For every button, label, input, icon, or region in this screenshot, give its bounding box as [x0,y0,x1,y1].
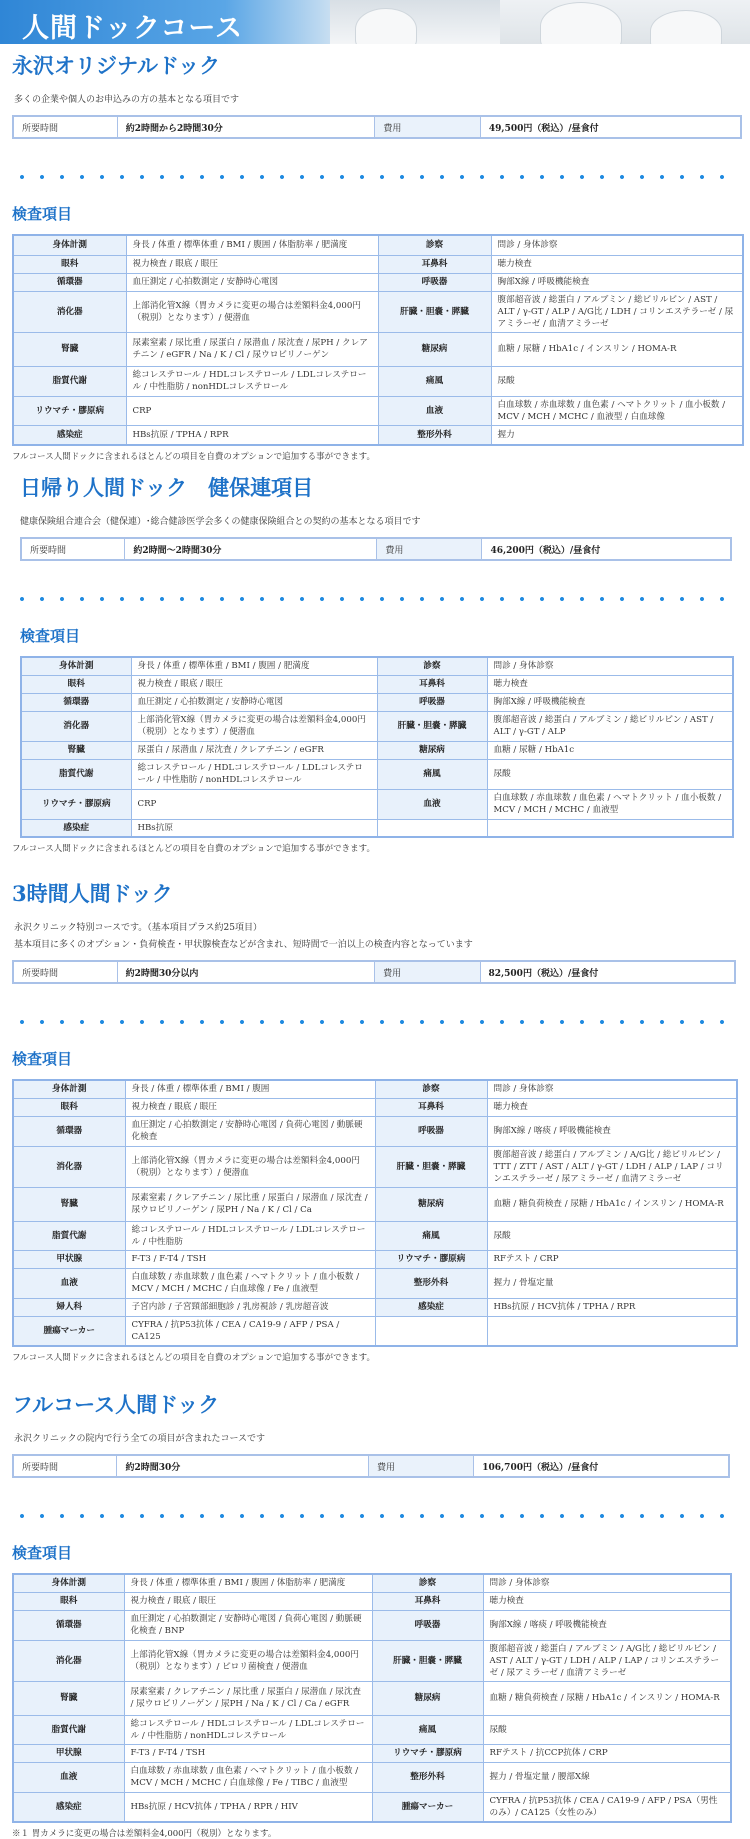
exam-row [13,1640,731,1681]
exam-items: 聴力検査 [491,255,743,273]
exam-category: 循環器 [13,1610,124,1640]
exam-items: F-T3 / F-T4 / TSH [125,1250,375,1268]
exam-category: 感染症 [13,425,126,445]
time-label: 所要時間 [13,1455,117,1477]
exam-row [13,1268,737,1298]
exam-category: 診察 [372,1574,483,1592]
exam-items: 聴力検査 [487,675,733,693]
exam-items [487,819,733,837]
exam-items: 胸部X線 / 喀痰 / 呼吸機能検査 [487,1116,737,1146]
exam-category: 脂質代謝 [13,366,126,396]
exam-row [13,1744,731,1762]
exam-category: 診察 [378,235,491,255]
exam-row [13,1681,731,1715]
exam-row [13,1592,731,1610]
dotted-divider [12,595,738,603]
exam-items: 血圧測定 / 心拍数測定 / 安静時心電図 [131,693,377,711]
exam-items: 血糖 / 糖負荷検査 / 尿糖 / HbA1c / インスリン / HOMA-R [483,1681,731,1715]
exam-category: 脂質代謝 [13,1221,125,1250]
exam-items: 上部消化管X線（胃カメラに変更の場合は差額料金4,000円（税別）となります）/ 便潜血 [131,711,377,741]
exam-category: 診察 [375,1080,487,1098]
course-section [0,466,750,854]
course-section [0,44,750,462]
exam-category: 診察 [377,657,487,675]
fee-label: 費用 [369,1455,474,1477]
exam-category: 整形外科 [378,425,491,445]
exam-row [13,1250,737,1268]
exam-category: 呼吸器 [372,1610,483,1640]
exam-items: 総コレステロール / HDLコレステロール / LDLコレステロール / 中性脂肪 / nonHDLコレステロール [126,366,378,396]
exam-row [13,1316,737,1346]
exam-category: 血液 [378,396,491,425]
exam-row [13,1146,737,1187]
exam-items: 総コレステロール / HDLコレステロール / LDLコレステロール / 中性脂肪 [125,1221,375,1250]
exam-row [13,1298,737,1316]
exam-category: 耳鼻科 [377,675,487,693]
exam-category: 耳鼻科 [372,1592,483,1610]
banner-figure [540,2,622,44]
exam-items: 身長 / 体重 / 標準体重 / BMI / 腹囲 / 体脂肪率 / 肥満度 [126,235,378,255]
exam-category: リウマチ・膠原病 [13,396,126,425]
exam-category: 循環器 [13,273,126,291]
exam-items: 腹部超音波 / 総蛋白 / アルブミン / 総ビリルビン / AST / ALT / γ-GT / ALP [487,711,733,741]
fee-value: 106,700円（税込）/昼食付 [474,1455,729,1477]
exam-items: 白血球数 / 赤血球数 / 血色素 / ヘマトクリット / 血小板数 / MCV / MCH / MCHC / 血液型 [487,789,733,819]
exam-category: 身体計測 [13,1080,125,1098]
course-description: 永沢クリニック特別コースです。（基本項目プラス約25項目） [14,923,262,933]
exam-items: HBs抗原 / HCV抗体 / TPHA / RPR [487,1298,737,1316]
exam-row [13,1762,731,1792]
exam-category: 痛風 [378,366,491,396]
exam-category: 甲状腺 [13,1250,125,1268]
course-title: 永沢オリジナルドック [12,53,221,78]
exam-category: 甲状腺 [13,1744,124,1762]
exam-row [13,273,743,291]
exam-items: 血圧測定 / 心拍数測定 / 安静時心電図 / 負荷心電図 / 動脈硬化検査 [125,1116,375,1146]
exam-items: F-T3 / F-T4 / TSH [124,1744,372,1762]
exam-row [13,1187,737,1221]
exam-items: 問診 / 身体診察 [483,1574,731,1592]
exam-items: 腹部超音波 / 総蛋白 / アルブミン / A/G比 / 総ビリルビン / TTT / ZTT / AST / ALT / γ-GT / LDH / ALP / LAP / コリンエステラーゼ / 尿アミラーゼ / 血清アミラーゼ [487,1146,737,1187]
exam-section-title: 検査項目 [12,1544,73,1562]
exam-row [13,1610,731,1640]
exam-category: 脂質代謝 [21,759,131,789]
exam-section-title: 検査項目 [12,1050,73,1068]
exam-items: 問診 / 身体診察 [487,1080,737,1098]
exam-items: 視力検査 / 眼底 / 眼圧 [131,675,377,693]
exam-category: 身体計測 [13,235,126,255]
exam-category: 耳鼻科 [378,255,491,273]
time-value: 約2時間〜2時間30分 [125,538,377,560]
fee-label: 費用 [375,961,480,983]
course-note: フルコース人間ドックに含まれるほとんどの項目を自費のオプションで追加する事ができます。 [12,1353,375,1363]
exam-category: 呼吸器 [378,273,491,291]
time-value: 約2時間から2時間30分 [117,116,375,138]
exam-category: 肝臓・胆嚢・膵臓 [372,1640,483,1681]
exam-items: HBs抗原 [131,819,377,837]
exam-row [13,235,743,255]
time-label: 所要時間 [13,961,117,983]
exam-category: リウマチ・膠原病 [21,789,131,819]
exam-category: 脂質代謝 [13,1715,124,1744]
exam-items: 尿酸 [487,1221,737,1250]
exam-category: リウマチ・膠原病 [375,1250,487,1268]
exam-items: 視力検査 / 眼底 / 眼圧 [125,1098,375,1116]
exam-items: 血糖 / 尿糖 / HbA1c [487,741,733,759]
exam-category: 身体計測 [13,1574,124,1592]
exam-category: 循環器 [21,693,131,711]
exam-items: 胸部X線 / 呼吸機能検査 [487,693,733,711]
exam-table [12,234,744,446]
exam-category: 腫瘍マーカー [13,1316,125,1346]
exam-table [12,1573,732,1823]
exam-row [21,675,733,693]
exam-category: 血液 [13,1762,124,1792]
page-title: 人間ドックコース [22,13,244,44]
course-note: フルコース人間ドックに含まれるほとんどの項目を自費のオプションで追加する事ができます。 [12,452,375,462]
exam-items: 尿素窒素 / クレアチニン / 尿比重 / 尿蛋白 / 尿潜血 / 尿沈査 / 尿ウロビリノーゲン / 尿PH / Na / K / Cl / Ca [125,1187,375,1221]
exam-items: 白血球数 / 赤血球数 / 血色素 / ヘマトクリット / 血小板数 / MCV / MCH / MCHC / 白血球像 / Fe / TIBC / 血液型 [124,1762,372,1792]
course-info-table [20,537,732,561]
exam-items: 視力検査 / 眼底 / 眼圧 [126,255,378,273]
exam-items: 握力 / 骨塩定量 / 腰部X線 [483,1762,731,1792]
exam-section-title: 検査項目 [20,627,81,645]
exam-items: 尿素窒素 / 尿比重 / 尿蛋白 / 尿潜血 / 尿沈査 / 尿PH / クレアチニン / eGFR / Na / K / Cl / 尿ウロビリノーゲン [126,332,378,366]
exam-row [13,396,743,425]
exam-category: リウマチ・膠原病 [372,1744,483,1762]
exam-category: 眼科 [13,1098,125,1116]
header-banner [0,0,750,44]
exam-items: RFテスト / CRP [487,1250,737,1268]
exam-row [13,332,743,366]
time-label: 所要時間 [21,538,125,560]
exam-category: 眼科 [13,255,126,273]
exam-section-title: 検査項目 [12,205,73,223]
course-section [0,872,750,1363]
exam-row [13,1792,731,1822]
exam-items: 尿蛋白 / 尿潜血 / 尿沈査 / クレアチニン / eGFR [131,741,377,759]
exam-category: 耳鼻科 [375,1098,487,1116]
fee-label: 費用 [377,538,482,560]
exam-category [375,1316,487,1346]
exam-table [12,1079,738,1347]
fee-value: 46,200円（税込）/昼食付 [482,538,731,560]
exam-items: 身長 / 体重 / 標準体重 / BMI / 腹囲 [125,1080,375,1098]
exam-category: 消化器 [21,711,131,741]
dotted-divider [12,1512,738,1520]
exam-items: 血糖 / 糖負荷検査 / 尿糖 / HbA1c / インスリン / HOMA-R [487,1187,737,1221]
exam-items: 尿酸 [491,366,743,396]
course-info-table [12,115,742,139]
exam-category: 腎臓 [13,1187,125,1221]
exam-items: 身長 / 体重 / 標準体重 / BMI / 腹囲 / 肥満度 [131,657,377,675]
exam-category: 呼吸器 [375,1116,487,1146]
course-note: ※１ 胃カメラに変更の場合は差額料金4,000円（税別）となります。 [12,1829,277,1839]
exam-items: 血糖 / 尿糖 / HbA1c / インスリン / HOMA-R [491,332,743,366]
banner-figure [355,8,417,44]
exam-items: 聴力検査 [487,1098,737,1116]
exam-items: 問診 / 身体診察 [491,235,743,255]
banner-figure [650,10,722,44]
dotted-divider [12,173,738,181]
exam-items: CRP [126,396,378,425]
dotted-divider [12,1018,738,1026]
exam-items: CYFRA / 抗P53抗体 / CEA / CA19-9 / AFP / PSA（男性のみ）/ CA125（女性のみ） [483,1792,731,1822]
fee-label: 費用 [375,116,480,138]
course-section [0,1383,750,1839]
exam-category: 消化器 [13,291,126,332]
course-title: 3時間人間ドック [12,881,173,906]
exam-category: 消化器 [13,1640,124,1681]
exam-row [21,741,733,759]
exam-category: 腎臓 [13,332,126,366]
exam-items: 上部消化管X線（胃カメラに変更の場合は差額料金4,000円（税別）となります）/ 便潜血 [126,291,378,332]
exam-items: 問診 / 身体診察 [487,657,733,675]
course-title: フルコース人間ドック [12,1392,220,1417]
exam-items: HBs抗原 / HCV抗体 / TPHA / RPR / HIV [124,1792,372,1822]
exam-category: 血液 [13,1268,125,1298]
exam-category: 糖尿病 [372,1681,483,1715]
fee-value: 49,500円（税込）/昼食付 [480,116,741,138]
exam-category: 眼科 [21,675,131,693]
exam-category: 腎臓 [21,741,131,759]
exam-items: 身長 / 体重 / 標準体重 / BMI / 腹囲 / 体脂肪率 / 肥満度 [124,1574,372,1592]
exam-category: 呼吸器 [377,693,487,711]
exam-category: 身体計測 [21,657,131,675]
time-label: 所要時間 [13,116,117,138]
exam-items: 子宮内診 / 子宮頸部細胞診 / 乳房視診 / 乳房超音波 [125,1298,375,1316]
course-info-table [12,960,736,984]
exam-row [21,693,733,711]
exam-items: 腹部超音波 / 総蛋白 / アルブミン / A/G比 / 総ビリルビン / AST / ALT / γ-GT / LDH / ALP / LAP / コリンエステラーゼ / 尿アミラーゼ / 血清アミラーゼ [483,1640,731,1681]
exam-items: 胸部X線 / 喀痰 / 呼吸機能検査 [483,1610,731,1640]
exam-row [21,759,733,789]
exam-row [13,425,743,445]
exam-items: 尿酸 [483,1715,731,1744]
exam-row [21,819,733,837]
exam-category: 整形外科 [372,1762,483,1792]
exam-category: 糖尿病 [378,332,491,366]
exam-row [13,1221,737,1250]
exam-category: 婦人科 [13,1298,125,1316]
course-info-table [12,1454,730,1478]
exam-category: 肝臓・胆嚢・膵臓 [375,1146,487,1187]
exam-category: 整形外科 [375,1268,487,1298]
exam-category: 痛風 [375,1221,487,1250]
exam-items: 上部消化管X線（胃カメラに変更の場合は差額料金4,000円（税別）となります）/ ピロリ菌検査 / 便潜血 [124,1640,372,1681]
exam-row [13,1098,737,1116]
exam-table [20,656,734,838]
exam-items: CRP [131,789,377,819]
course-description: 多くの企業や個人のお申込みの方の基本となる項目です [14,95,240,105]
exam-category: 肝臓・胆嚢・膵臓 [378,291,491,332]
exam-items: HBs抗原 / TPHA / RPR [126,425,378,445]
exam-category: 痛風 [372,1715,483,1744]
exam-category: 痛風 [377,759,487,789]
exam-items: 胸部X線 / 呼吸機能検査 [491,273,743,291]
exam-items: 総コレステロール / HDLコレステロール / LDLコレステロール / 中性脂肪 / nonHDLコレステロール [131,759,377,789]
exam-items: 握力 / 骨塩定量 [487,1268,737,1298]
course-description: 永沢クリニックの院内で行う全ての項目が含まれたコースです [14,1434,266,1444]
exam-category: 血液 [377,789,487,819]
exam-row [21,711,733,741]
exam-items: 血圧測定 / 心拍数測定 / 安静時心電図 [126,273,378,291]
fee-value: 82,500円（税込）/昼食付 [480,961,735,983]
time-value: 約2時間30分 [117,1455,369,1477]
exam-category: 腫瘍マーカー [372,1792,483,1822]
exam-category: 感染症 [13,1792,124,1822]
exam-items: 総コレステロール / HDLコレステロール / LDLコレステロール / 中性脂肪 / nonHDLコレステロール [124,1715,372,1744]
exam-items: 視力検査 / 眼底 / 眼圧 [124,1592,372,1610]
exam-category [377,819,487,837]
exam-items: 尿酸 [487,759,733,789]
exam-items: 血圧測定 / 心拍数測定 / 安静時心電図 / 負荷心電図 / 動脈硬化検査 / BNP [124,1610,372,1640]
exam-items: RFテスト / 抗CCP抗体 / CRP [483,1744,731,1762]
exam-category: 腎臓 [13,1681,124,1715]
exam-items: 尿素窒素 / クレアチニン / 尿比重 / 尿蛋白 / 尿潜血 / 尿沈査 / 尿ウロビリノーゲン / 尿PH / Na / K / Cl / Ca / eGFR [124,1681,372,1715]
course-note: フルコース人間ドックに含まれるほとんどの項目を自費のオプションで追加する事ができます。 [12,844,375,854]
exam-items: 聴力検査 [483,1592,731,1610]
exam-category: 消化器 [13,1146,125,1187]
exam-items: CYFRA / 抗P53抗体 / CEA / CA19-9 / AFP / PSA / CA125 [125,1316,375,1346]
exam-items: 腹部超音波 / 総蛋白 / アルブミン / 総ビリルビン / AST / ALT / γ-GT / ALP / A/G比 / LDH / コリンエステラーゼ / 尿アミラーゼ / 血清アミラーゼ [491,291,743,332]
exam-row [21,789,733,819]
exam-category: 感染症 [21,819,131,837]
exam-row [21,657,733,675]
exam-row [13,1080,737,1098]
exam-category: 糖尿病 [377,741,487,759]
exam-row [13,366,743,396]
exam-row [13,1574,731,1592]
exam-row [13,291,743,332]
exam-row [13,1715,731,1744]
exam-row [13,1116,737,1146]
exam-category: 肝臓・胆嚢・膵臓 [377,711,487,741]
exam-items: 上部消化管X線（胃カメラに変更の場合は差額料金4,000円（税別）となります）/ 便潜血 [125,1146,375,1187]
exam-category: 眼科 [13,1592,124,1610]
exam-items [487,1316,737,1346]
exam-items: 握力 [491,425,743,445]
exam-row [13,255,743,273]
exam-category: 循環器 [13,1116,125,1146]
exam-items: 白血球数 / 赤血球数 / 血色素 / ヘマトクリット / 血小板数 / MCV / MCH / MCHC / 白血球像 / Fe / 血液型 [125,1268,375,1298]
exam-category: 糖尿病 [375,1187,487,1221]
exam-items: 白血球数 / 赤血球数 / 血色素 / ヘマトクリット / 血小板数 / MCV / MCH / MCHC / 血液型 / 白血球像 [491,396,743,425]
course-description: 健康保険組合連合会（健保連）･総合健診医学会多くの健康保険組合との契約の基本となる項目です [20,517,421,527]
exam-category: 感染症 [375,1298,487,1316]
course-description: 基本項目に多くのオプション・負荷検査・甲状腺検査などが含まれ、短時間で一泊以上の検査内容となっています [14,940,473,950]
time-value: 約2時間30分以内 [117,961,374,983]
course-title: 日帰り人間ドック 健保連項目 [20,475,314,500]
